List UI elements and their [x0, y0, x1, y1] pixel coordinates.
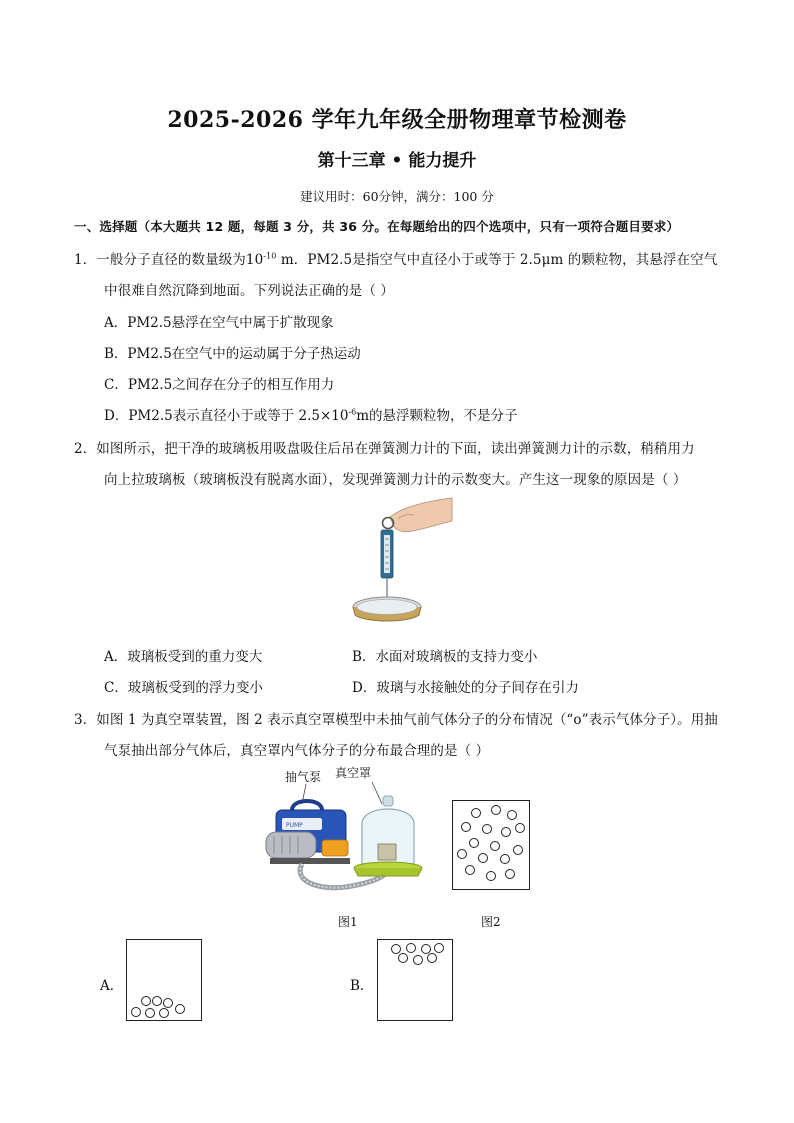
q3-stem-line1: 3．如图 1 为真空罩装置，图 2 表示真空罩模型中未抽气前气体分子的分布情况（“o”表示气体分子）。用抽 [74, 712, 718, 728]
q3-option-b-box[interactable] [377, 939, 453, 1021]
q2-option-a[interactable]: A．玻璃板受到的重力变大 [104, 649, 263, 665]
q1-option-c[interactable]: C．PM2.5之间存在分子的相互作用力 [104, 377, 335, 393]
q2-option-c[interactable]: C．玻璃板受到的浮力变小 [104, 680, 263, 696]
molecule-circle [500, 854, 510, 864]
label-vacuum-cover: 真空罩 [335, 766, 372, 780]
q2-stem-line2: 向上拉玻璃板（玻璃板没有脱离水面），发现弹簧测力计的示数变大。产生这一现象的原因是（ ） [104, 472, 687, 488]
molecule-circle [515, 823, 525, 833]
molecule-circle [398, 953, 408, 963]
molecule-circle [507, 810, 517, 820]
molecule-circle [175, 1004, 185, 1014]
q2-option-d[interactable]: D．玻璃与水接触处的分子间存在引力 [352, 680, 579, 696]
molecule-circle [427, 953, 437, 963]
figure-2-box [452, 800, 530, 890]
q1-option-d[interactable] [104, 404, 518, 424]
molecule-circle [434, 943, 444, 953]
molecule-circle [391, 944, 401, 954]
molecule-circle [469, 838, 479, 848]
molecule-circle [478, 853, 488, 863]
exam-meta: 建议用时：60分钟，满分：100 分 [300, 189, 494, 204]
vacuum-apparatus-figure [262, 782, 432, 904]
molecule-circle [145, 1008, 155, 1018]
q2-option-b[interactable]: B．水面对玻璃板的支持力变小 [352, 649, 538, 665]
molecule-circle [131, 1007, 141, 1017]
molecule-circle [471, 808, 481, 818]
q1-option-b[interactable]: B．PM2.5在空气中的运动属于分子热运动 [104, 346, 361, 362]
q1-option-d-text-a: D．PM2.5表示直径小于或等于 2.5×10 [104, 408, 349, 424]
q1-exponent: -10 [263, 251, 277, 261]
svg-text:PUMP: PUMP [286, 822, 303, 829]
molecule-circle [461, 822, 471, 832]
q3-stem-line2: 气泵抽出部分气体后，真空罩内气体分子的分布最合理的是（ ） [104, 743, 490, 759]
molecule-circle [141, 996, 151, 1006]
q1-stem-text-a: 1．一般分子直径的数量级为10 [74, 252, 264, 268]
q3-option-a-label[interactable]: A． [100, 978, 124, 994]
molecule-circle [406, 943, 416, 953]
spring-scale-figure [340, 495, 460, 630]
section-heading: 一、选择题（本大题共 12 题，每题 3 分，共 36 分。在每题给出的四个选项中，只有一项符合题目要求） [74, 219, 680, 234]
molecule-circle [413, 955, 423, 965]
molecule-circle [505, 869, 515, 879]
q2-stem-line1: 2．如图所示，把干净的玻璃板用吸盘吸住后吊在弹簧测力计的下面，读出弹簧测力计的示数，稍稍用力 [74, 441, 695, 457]
molecule-circle [159, 1008, 169, 1018]
figure-2-caption: 图2 [481, 915, 501, 929]
q1-stem-line1 [74, 248, 717, 268]
q1-option-d-text-b: m的悬浮颗粒物，不是分子 [356, 408, 518, 424]
molecule-circle [486, 871, 496, 881]
molecule-circle [513, 845, 523, 855]
q3-option-b-label[interactable]: B． [350, 978, 374, 994]
molecule-circle [465, 865, 475, 875]
q1-stem-line2: 中很难自然沉降到地面。下列说法正确的是（ ） [104, 283, 394, 299]
page-title: 2025-2026 学年九年级全册物理章节检测卷 [167, 107, 627, 133]
figure-1-caption: 图1 [338, 915, 358, 929]
molecule-circle [491, 805, 501, 815]
q1-option-a[interactable]: A．PM2.5悬浮在空气中属于扩散现象 [104, 315, 334, 331]
q3-option-a-box[interactable] [126, 939, 202, 1021]
page-subtitle: 第十三章 • 能力提升 [317, 151, 477, 171]
molecule-circle [457, 849, 467, 859]
q1-stem-text-b: m．PM2.5是指空气中直径小于或等于 2.5μm 的颗粒物，其悬浮在空气 [276, 252, 718, 268]
molecule-circle [482, 824, 492, 834]
label-pump: 抽气泵 [285, 770, 322, 784]
molecule-circle [501, 827, 511, 837]
molecule-circle [490, 841, 500, 851]
molecule-circle [152, 996, 162, 1006]
q1-option-d-exponent: -6 [348, 407, 357, 417]
molecule-circle [163, 998, 173, 1008]
